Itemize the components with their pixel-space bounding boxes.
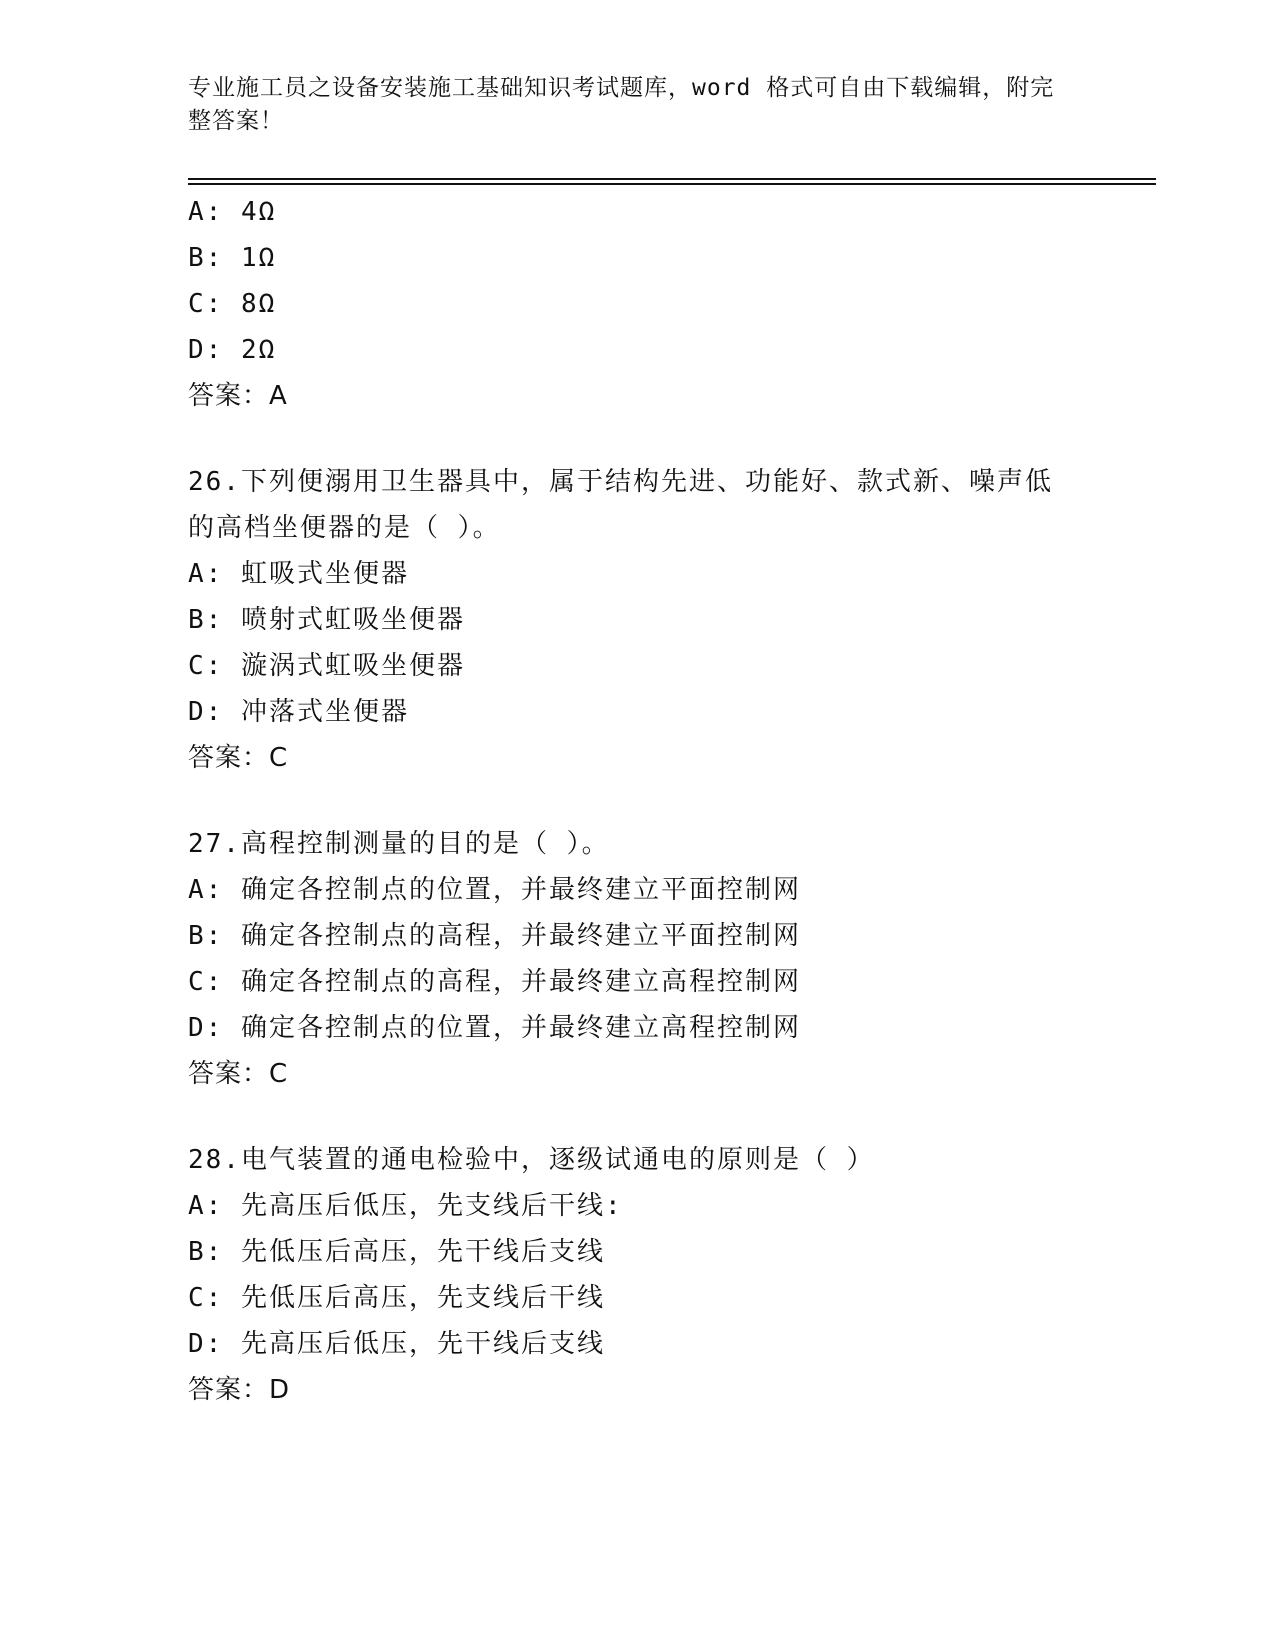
answer: 答案：C: [188, 743, 289, 773]
question-text: 28.电气装置的通电检验中，逐级试通电的原则是（ ）: [188, 1145, 875, 1175]
question-text-line-1: 26.下列便溺用卫生器具中，属于结构先进、功能好、款式新、噪声低: [188, 467, 1053, 497]
option-c: C: 确定各控制点的高程，并最终建立高程控制网: [188, 967, 801, 997]
spacer: [188, 781, 1188, 821]
header-line-2: 整答案！: [188, 108, 284, 134]
option-a: A: 先高压后低压，先支线后干线:: [188, 1191, 623, 1221]
option-c: C: 漩涡式虹吸坐便器: [188, 651, 465, 681]
spacer: [188, 419, 1188, 459]
answer: 答案：C: [188, 1059, 289, 1089]
answer: 答案：D: [188, 1375, 291, 1405]
option-a: A: 虹吸式坐便器: [188, 559, 409, 589]
header-line-1: 专业施工员之设备安装施工基础知识考试题库，word 格式可自由下载编辑，附完: [188, 75, 1055, 101]
question-26: [188, 459, 1188, 781]
question-28: [188, 1137, 1188, 1413]
header-divider-bottom: [188, 183, 1156, 185]
option-a: A: 4Ω: [188, 197, 277, 227]
option-b: B: 1Ω: [188, 243, 277, 273]
question-27: [188, 821, 1188, 1097]
option-d: D: 确定各控制点的位置，并最终建立高程控制网: [188, 1013, 801, 1043]
header-divider-top: [188, 178, 1156, 180]
answer: 答案：A: [188, 381, 288, 411]
option-c: C: 8Ω: [188, 289, 277, 319]
spacer: [188, 1097, 1188, 1137]
option-c: C: 先低压后高压，先支线后干线: [188, 1283, 605, 1313]
option-a: A: 确定各控制点的位置，并最终建立平面控制网: [188, 875, 801, 905]
question-text: 27.高程控制测量的目的是（ ）。: [188, 829, 610, 859]
document-header: [188, 72, 1088, 138]
option-d: D: 2Ω: [188, 335, 277, 365]
option-b: B: 确定各控制点的高程，并最终建立平面控制网: [188, 921, 801, 951]
option-d: D: 冲落式坐便器: [188, 697, 409, 727]
question-list: [188, 189, 1188, 1413]
question-25: [188, 189, 1188, 419]
option-b: B: 先低压后高压，先干线后支线: [188, 1237, 605, 1267]
question-text-line-2: 的高档坐便器的是（ ）。: [188, 513, 501, 543]
option-d: D: 先高压后低压，先干线后支线: [188, 1329, 605, 1359]
option-b: B: 喷射式虹吸坐便器: [188, 605, 465, 635]
